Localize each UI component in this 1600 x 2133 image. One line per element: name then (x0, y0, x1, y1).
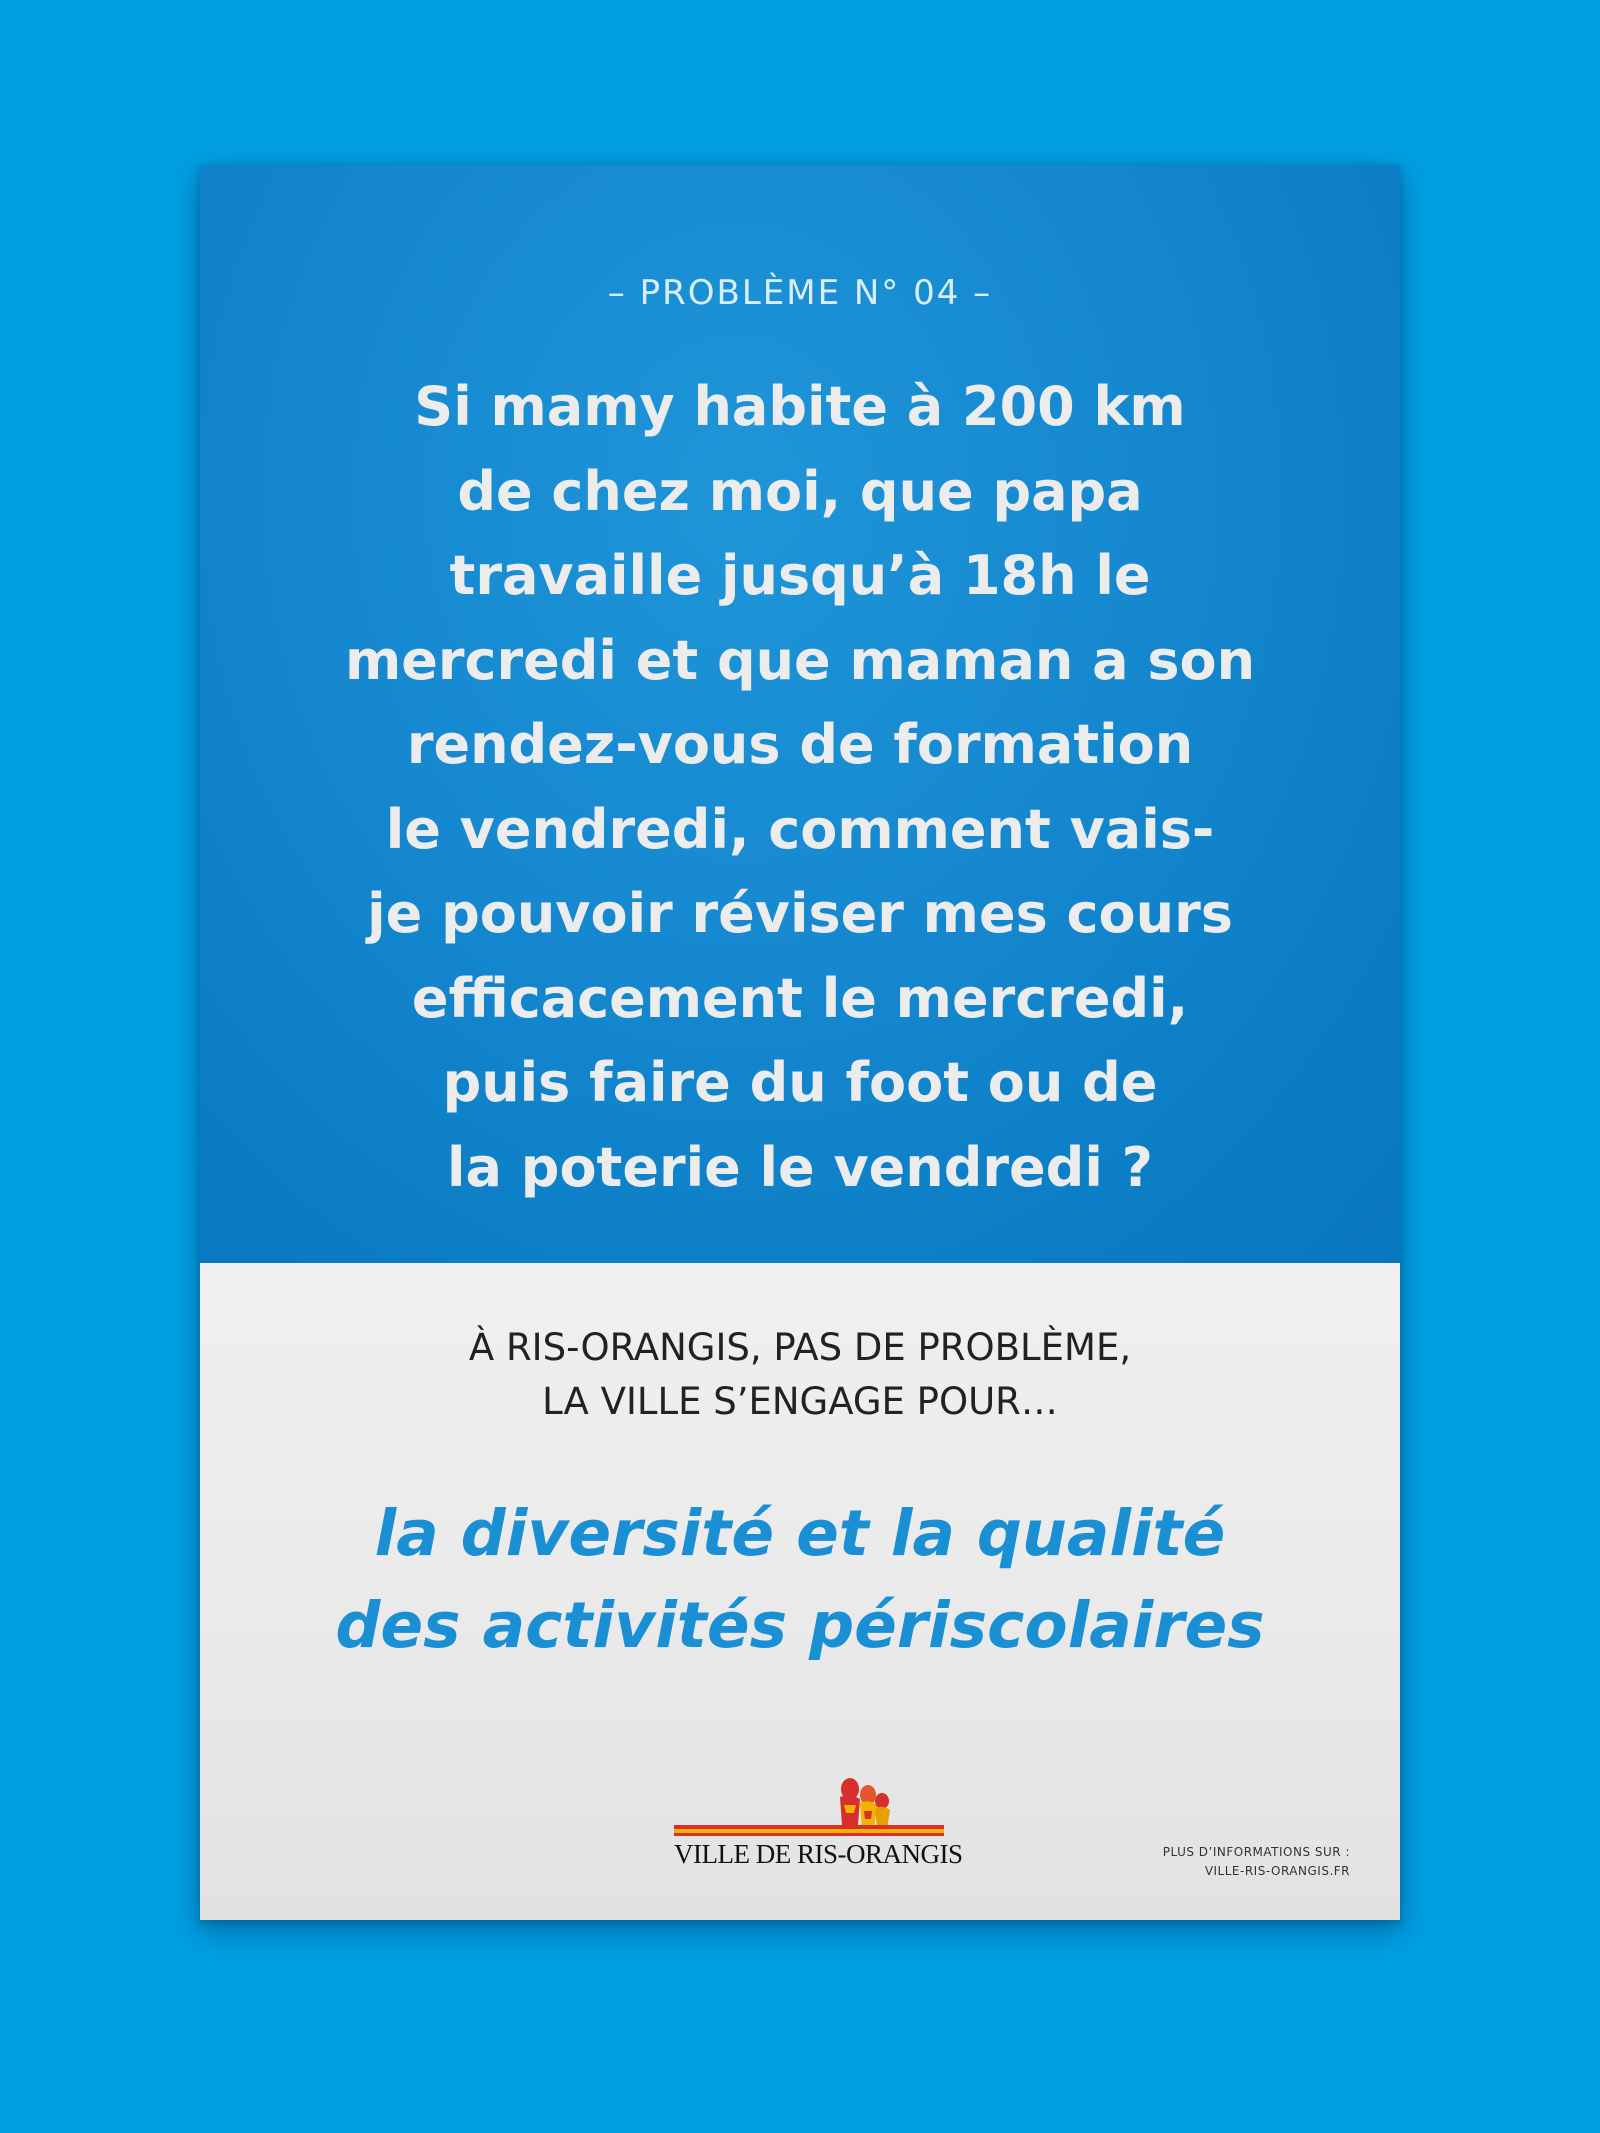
city-logo (674, 1775, 963, 1875)
answer-panel (200, 1263, 1400, 1920)
question-line: puis faire du foot ou de (442, 1051, 1158, 1114)
question-text (260, 365, 1340, 1210)
problem-label: – PROBLÈME N° 04 – (607, 273, 993, 313)
intro-line: À RIS-ORANGIS, PAS DE PROBLÈME, (468, 1326, 1132, 1369)
commitment-headline (200, 1488, 1400, 1672)
question-line: rendez-vous de formation (406, 713, 1194, 776)
intro-text (200, 1321, 1400, 1429)
info-url: VILLE-RIS-ORANGIS.FR (1204, 1864, 1350, 1878)
question-line: Si mamy habite à 200 km (414, 375, 1186, 438)
question-line: mercredi et que maman a son (344, 628, 1256, 692)
question-line: le vendredi, comment vais- (385, 797, 1215, 861)
city-emblem-icon (674, 1775, 944, 1845)
poster (200, 165, 1400, 1920)
intro-line: LA VILLE S’ENGAGE POUR… (542, 1380, 1058, 1423)
question-line: travaille jusqu’à 18h le (449, 544, 1151, 607)
question-line: je pouvoir réviser mes cours (367, 882, 1233, 945)
info-line: PLUS D’INFORMATIONS SUR : (1162, 1845, 1350, 1859)
question-line: la poterie le vendredi ? (447, 1135, 1153, 1199)
question-line: de chez moi, que papa (457, 459, 1143, 523)
commitment-line: la diversité et la qualité (374, 1497, 1226, 1570)
logo-text: VILLE DE RIS-ORANGIS (674, 1839, 963, 1869)
question-panel (200, 165, 1400, 1263)
question-line: efficacement le mercredi, (411, 966, 1189, 1030)
commitment-line: des activités périscolaires (335, 1589, 1265, 1662)
more-info (1163, 1843, 1350, 1881)
